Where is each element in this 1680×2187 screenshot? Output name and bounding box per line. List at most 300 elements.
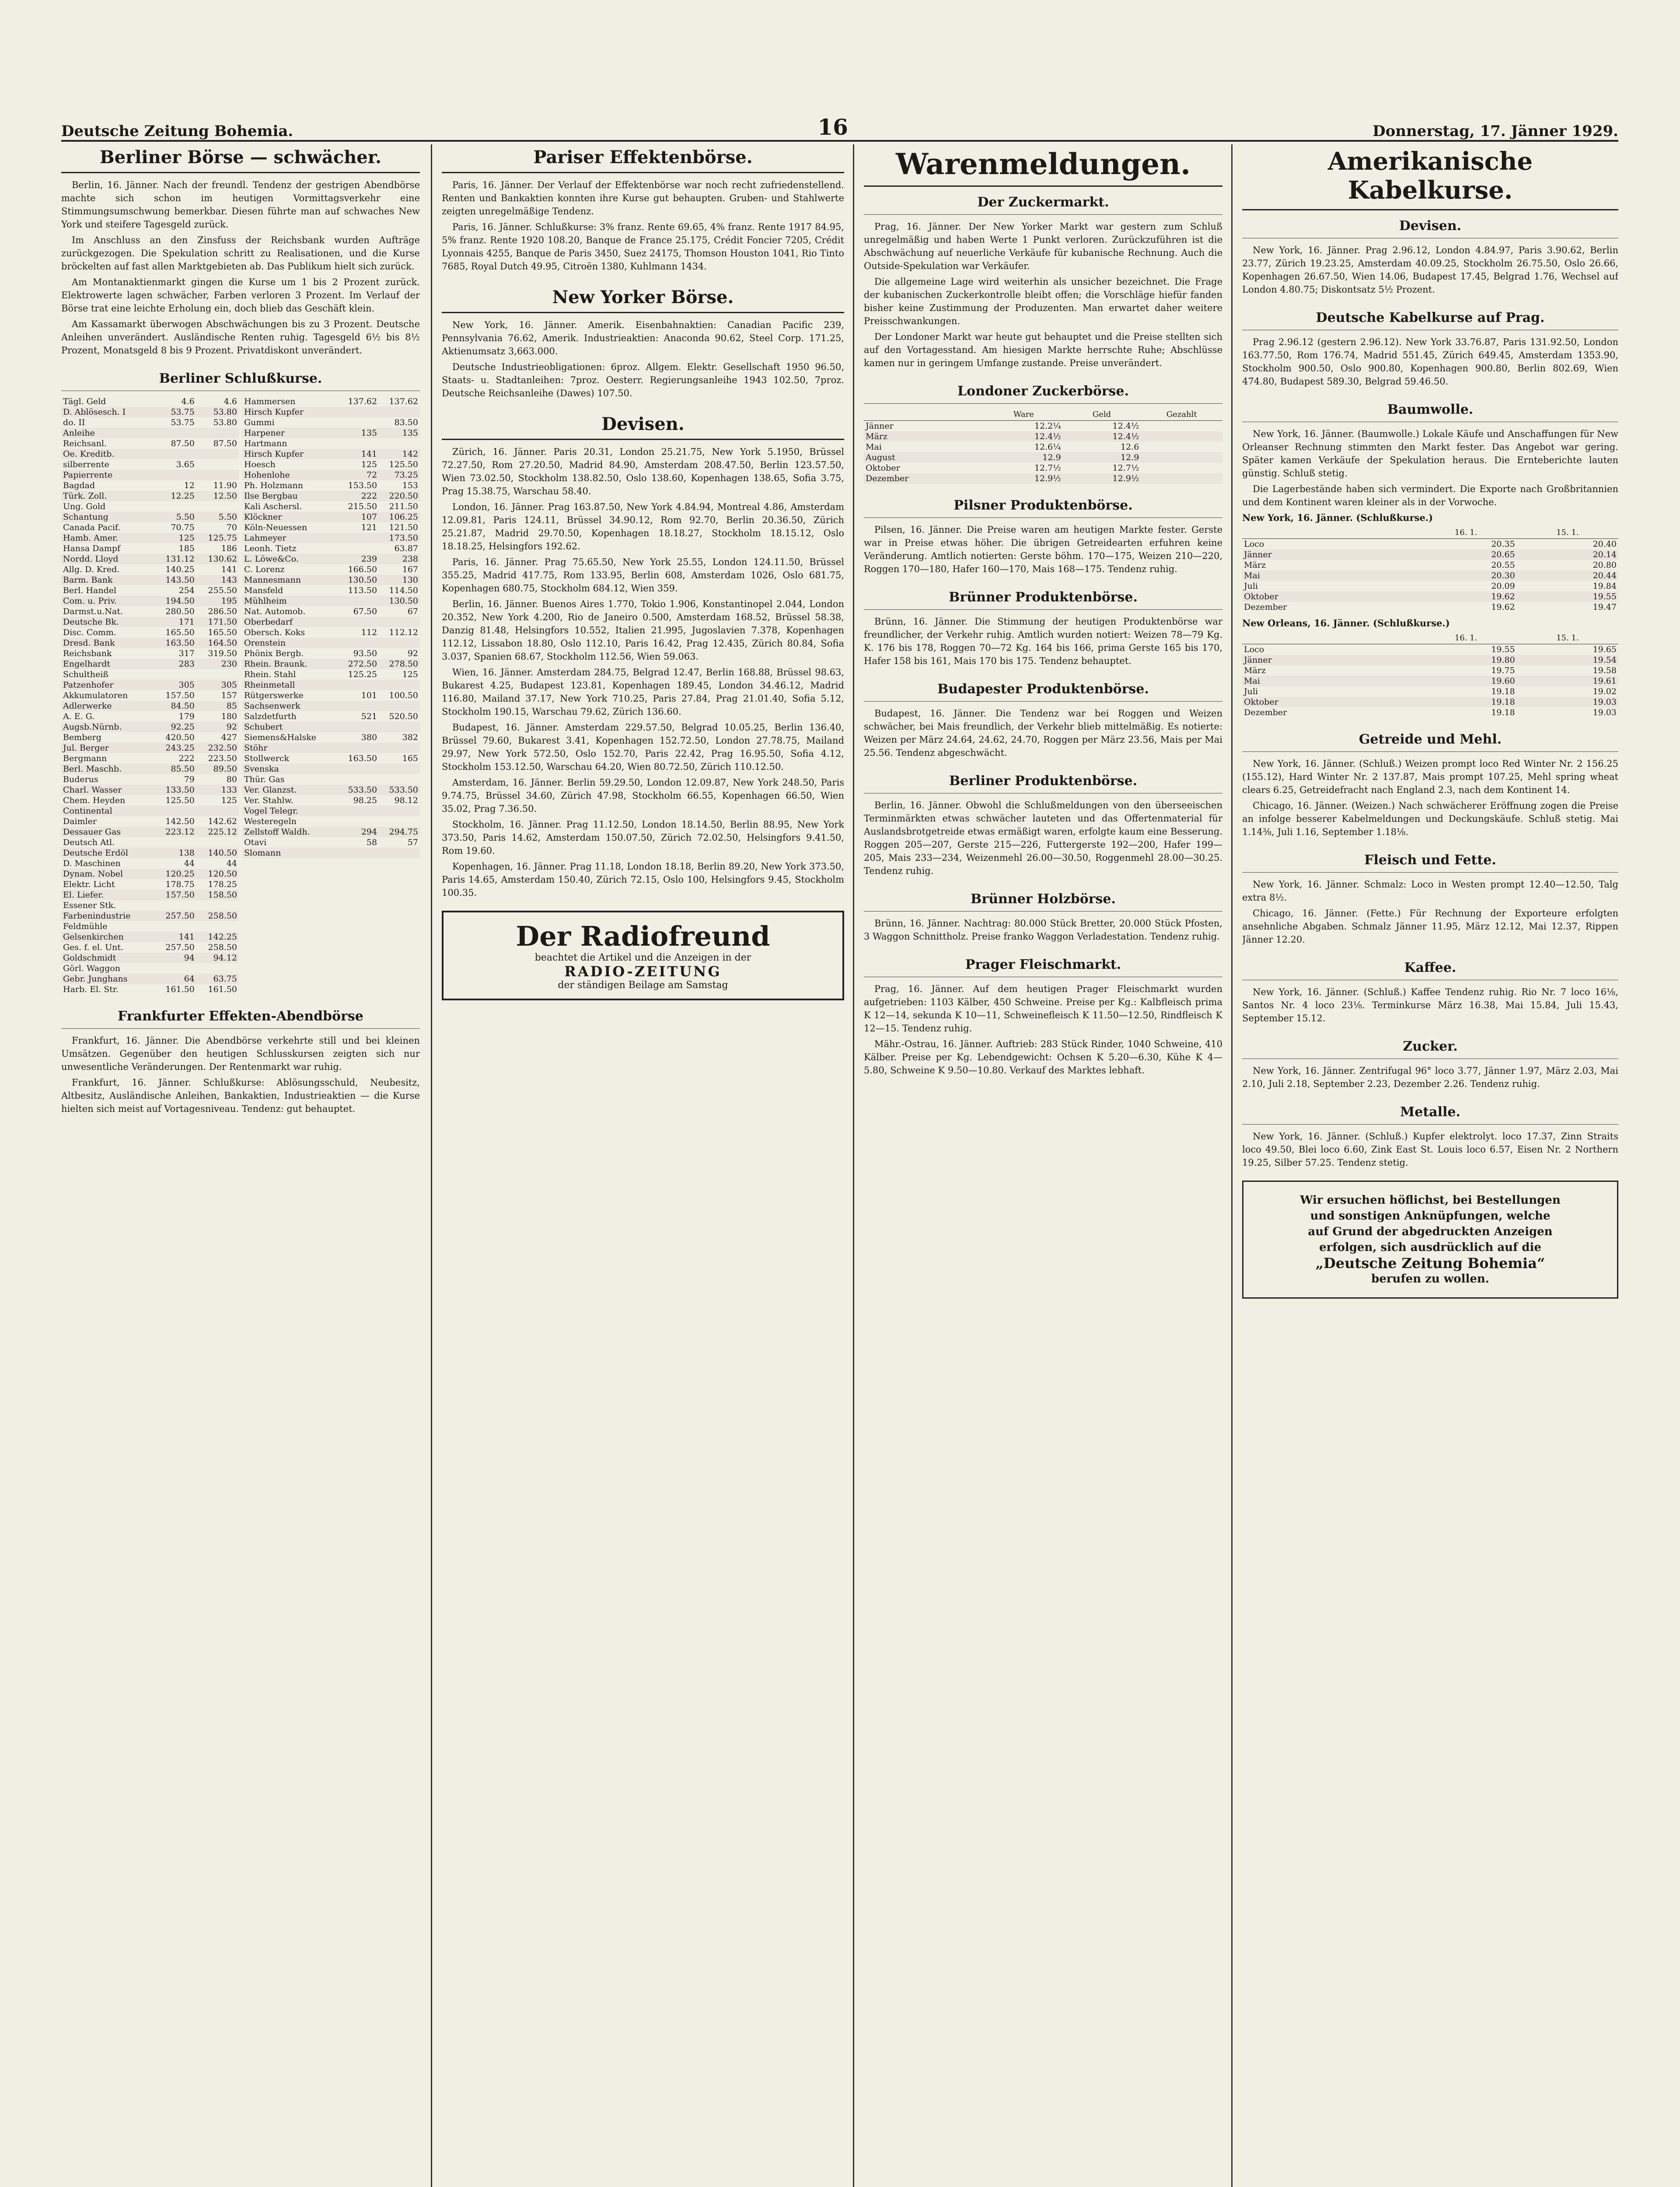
value-cell: 20.40 — [1593, 539, 1617, 549]
row-label-cell: Slomann — [244, 848, 281, 858]
value-cell — [154, 837, 196, 848]
row-label-cell: Ver. Glanzst. — [244, 785, 297, 795]
row-label-cell: Continental — [63, 806, 112, 816]
value-cell — [154, 669, 196, 680]
article-paragraph: Am Montanaktienmarkt gingen die Kurse um 1 bis 2 Prozent zurück. Elektrowerte lagen schwächer, Farben verloren 3 Prozent. Im Verlauf der Börse trat eine leichte Erholung ein, doch blieb das Geschäft klein. — [61, 277, 420, 314]
row-label-cell: März — [1244, 666, 1266, 675]
value-cell: 195 — [221, 596, 237, 606]
value-cell: 125.50 — [389, 460, 418, 469]
row-label-cell: A. E. G. — [63, 712, 95, 721]
table-row — [61, 606, 239, 617]
table-row — [242, 449, 420, 459]
value-cell — [379, 816, 420, 827]
metalle-title: Metalle. — [1242, 1102, 1618, 1125]
row-label-cell: Hirsch Kupfer — [244, 449, 304, 459]
article-paragraph: Berlin, 16. Jänner. Nach der freundl. Tendenz der gestrigen Abendbörse machte sich schon im heutigen Vormittagsverkehr eine Stimmungsumschwung bemerkbar. Diesen führte man auf schwaches New York und steifere Tagesgeld zurück. — [61, 180, 420, 230]
paris-title: Pariser Effektenbörse. — [442, 144, 844, 173]
value-cell: 12.2¼ — [1034, 421, 1061, 431]
value-cell: 107 — [361, 512, 377, 522]
table-row — [61, 575, 239, 585]
article-paragraph: Paris, 16. Jänner. Prag 75.65.50, New York 25.55, London 124.11.50, Brüssel 355.25, Madrid 417.75, Rom 133.95, Berlin 608, Amsterdam 1026, Oslo 681.75, Kopenhagen 680.75, Stockholm 684.12, Wien 359. — [442, 557, 844, 594]
table-caption: New York, 16. Jänner. (Schlußkurse.) — [1242, 512, 1433, 523]
table-row — [242, 743, 420, 753]
article-paragraph: Frankfurt, 16. Jänner. Die Abendbörse verkehrte still und bei kleinen Umsätzen. Gegenüber den heutigen Schlusskursen zeigten sich nur unwesentliche Veränderungen. Der Rentenmarkt war ruhig. — [61, 1035, 420, 1072]
value-cell: 19.18 — [1491, 708, 1515, 717]
row-label-cell: Bemberg — [63, 733, 101, 742]
table-row — [61, 669, 239, 680]
row-label-cell: Goldschmidt — [63, 953, 116, 963]
value-cell: 283 — [178, 659, 195, 669]
table-row — [61, 743, 239, 753]
row-label-cell: Jänner — [1244, 655, 1272, 665]
table-row — [61, 554, 239, 564]
table-row — [61, 659, 239, 669]
value-cell: 125.50 — [165, 796, 195, 805]
value-cell: 142.62 — [208, 817, 237, 826]
value-cell: 20.14 — [1593, 550, 1617, 559]
value-cell: 12.4½ — [1112, 421, 1139, 431]
row-label-cell: Dresd. Bank — [63, 638, 115, 648]
fleisch-fette-section — [1242, 850, 1618, 946]
value-cell — [338, 774, 379, 785]
value-cell — [154, 428, 196, 438]
table-row — [242, 795, 420, 806]
value-cell: 12.6 — [1120, 442, 1139, 452]
value-cell: 258.50 — [208, 911, 237, 921]
article-paragraph: New York, 16. Jänner. Schmalz: Loco in Westen prompt 12.40—12.50, Talg extra 8½. — [1242, 879, 1618, 903]
value-cell: 12.9 — [1120, 453, 1139, 462]
row-label-cell: Orenstein — [244, 638, 286, 648]
row-label-cell: Jul. Berger — [63, 743, 109, 753]
value-cell: 19.02 — [1593, 687, 1617, 696]
column-divider — [853, 144, 854, 2187]
article-paragraph: Brünn, 16. Jänner. Die Stimmung der heutigen Produktenbörse war freundlicher, der Verkehr ruhig. Amtlich wurden notiert: Weizen 78—79 Kg. K. 176 bis 178, Roggen 70—72 Kg. 164 bis 166, prima Gerste 165 bis 170, Hafer 158 bis 161, Mais 170 bis 175. Tendenz behauptet. — [864, 616, 1222, 666]
kabel-prag-section — [1242, 307, 1618, 388]
row-label-cell: Canada Pacif. — [63, 523, 121, 532]
table-row — [61, 627, 239, 638]
row-label-cell: Deutsche Bk. — [63, 617, 119, 627]
value-cell: 87.50 — [213, 439, 237, 448]
row-label-cell: Juli — [1244, 581, 1258, 591]
value-cell: 5.50 — [218, 512, 237, 522]
value-cell: 143 — [221, 575, 237, 585]
value-cell: 258.50 — [208, 943, 237, 952]
article-paragraph: New York, 16. Jänner. Amerik. Eisenbahnaktien: Canadian Pacific 239, Pennsylvania 76.62, Amerik. Industrieaktien: Anaconda 90.62, Steel Corp. 171.25, Aktienumsatz 3,663.000. — [442, 320, 844, 356]
row-label-cell: Deutsch Atl. — [63, 838, 115, 847]
row-label-cell: Reichsanl. — [63, 439, 107, 448]
row-label-cell: Kali Aschersl. — [244, 502, 302, 511]
value-cell — [196, 470, 239, 480]
value-cell: 19.58 — [1593, 666, 1617, 675]
value-cell — [154, 501, 196, 512]
value-cell: 223.50 — [208, 754, 237, 763]
value-cell: 4.6 — [224, 397, 237, 406]
table-row — [1242, 655, 1618, 665]
table-header-cell: 15. 1. — [1517, 632, 1618, 644]
value-cell: 294.75 — [389, 827, 418, 837]
table-row — [61, 690, 239, 701]
notice-line: „Deutsche Zeitung Bohemia“ — [1315, 1255, 1545, 1272]
value-cell: 317 — [178, 649, 195, 658]
table-row — [242, 564, 420, 575]
article-paragraph: Berlin, 16. Jänner. Buenos Aires 1.770, Tokio 1.906, Konstantinopel 2.044, London 20.352, New York 4.200, Rio de Janeiro 0.500, Amsterdam 168.52, Brüssel 58.38, Danzig 81.48, Helsingfors 10.552, Italien 21.995, Jugoslavien 7.378, Kopenhagen 112.12, Lissabon 18.80, Oslo 112.10, Paris 16.42, Prag 12.435, Zürich 80.84, Sofia 3.037, Spanien 68.67, Stockholm 112.56, Wien 59.063. — [442, 599, 844, 662]
row-label-cell: Köln-Neuessen — [244, 523, 307, 532]
pilsen-title: Pilsner Produktenbörse. — [864, 495, 1222, 518]
value-cell: 222 — [361, 491, 377, 501]
row-label-cell: Darmst.u.Nat. — [63, 607, 123, 616]
frankfurt-section — [61, 1006, 420, 1115]
value-cell: 12.50 — [213, 491, 237, 501]
row-label-cell: März — [1244, 560, 1266, 570]
value-cell: 211.50 — [389, 502, 418, 511]
value-cell: 215.50 — [348, 502, 377, 511]
value-cell — [338, 417, 379, 428]
schlusskurse-table-left — [61, 396, 239, 995]
table-row — [61, 785, 239, 795]
value-cell: 137.62 — [348, 397, 377, 406]
value-cell: 223.12 — [165, 827, 195, 837]
table-row — [61, 470, 239, 480]
row-label-cell: Zellstoff Waldh. — [244, 827, 310, 837]
table-row — [61, 953, 239, 963]
table-row — [1242, 570, 1618, 581]
value-cell: 142.50 — [165, 817, 195, 826]
row-label-cell: Ilse Bergbau — [244, 491, 298, 501]
value-cell: 135 — [361, 428, 377, 438]
notice-line: Wir ersuchen höflichst, bei Bestellungen — [1300, 1194, 1561, 1207]
ad-title: Der Radiofreund — [516, 920, 770, 952]
row-label-cell: Leonh. Tietz — [244, 544, 297, 553]
london-zucker-table — [864, 409, 1222, 484]
table-row — [242, 533, 420, 543]
baumwolle-newyork-table — [1242, 527, 1618, 612]
row-label-cell: Hansa Dampf — [63, 544, 121, 553]
article-paragraph: Chicago, 16. Jänner. (Weizen.) Nach schwächerer Eröffnung zogen die Preise an infolge besserer Kabelmeldungen und Deckungskäufe. Schluß stetig. Mai 1.14⅜, Juli 1.16, September 1.18⅛. — [1242, 800, 1618, 837]
value-cell: 185 — [178, 544, 195, 553]
row-label-cell: silberrente — [63, 460, 109, 469]
value-cell: 121 — [361, 523, 377, 532]
table-row — [242, 669, 420, 680]
table-row — [1242, 539, 1618, 550]
table-header-row — [1242, 527, 1618, 539]
value-cell: 20.55 — [1491, 560, 1515, 570]
schlusskurse-title: Berliner Schlußkurse. — [61, 368, 420, 391]
table-row — [61, 711, 239, 722]
article-paragraph: New York, 16. Jänner. (Baumwolle.) Lokale Käufe und Anschaffungen für New Orleanser Rechnung stimmten den Markt fester. Das Angebot war gering. Später kamen Verkäufe der Spekulation heraus. Die Ernteberichte lauten günstig. Schluß stetig. — [1242, 429, 1618, 479]
value-cell — [338, 533, 379, 543]
row-label-cell: Thür. Gas — [244, 775, 285, 784]
table-row — [61, 480, 239, 491]
table-row — [1242, 591, 1618, 602]
row-label-cell: Bagdad — [63, 481, 95, 490]
table-row — [242, 732, 420, 743]
value-cell — [154, 806, 196, 816]
value-cell: 533.50 — [389, 785, 418, 795]
value-cell: 125 — [361, 460, 377, 469]
row-label-cell: Salzdetfurth — [244, 712, 297, 721]
table-row — [864, 442, 1222, 452]
article-paragraph: New York, 16. Jänner. (Schluß.) Kaffee Tendenz ruhig. Rio Nr. 7 loco 16⅛, Santos Nr. 4 loco 23⅛. Terminkurse März 16.38, Mai 15.84, Juli 15.43, September 15.12. — [1242, 987, 1618, 1024]
newyork-section — [442, 284, 844, 400]
table-row — [242, 396, 420, 407]
row-label-cell: Sachsenwerk — [244, 701, 300, 711]
value-cell — [196, 459, 239, 470]
row-label-cell: Oktober — [1244, 697, 1278, 707]
kabel-devisen-title: Devisen. — [1242, 216, 1618, 238]
table-row — [61, 722, 239, 732]
table-row — [61, 417, 239, 428]
value-cell: 158.50 — [208, 890, 237, 900]
value-cell — [196, 921, 239, 932]
table-row — [864, 431, 1222, 442]
table-row — [242, 711, 420, 722]
table-row — [242, 701, 420, 711]
article-paragraph: Amsterdam, 16. Jänner. Berlin 59.29.50, London 12.09.87, New York 248.50, Paris 9.74.75, Brüssel 34.60, Zürich 47.98, Stockholm 66.55, Kopenhagen 66.50, Wien 35.02, Prag 7.36.50. — [442, 777, 844, 814]
column-4 — [1242, 144, 1618, 2187]
value-cell: 98.12 — [394, 796, 418, 805]
value-cell: 121.50 — [389, 523, 418, 532]
value-cell: 20.65 — [1491, 550, 1515, 559]
row-label-cell: Ver. Stahlw. — [244, 796, 293, 805]
row-label-cell: Otavi — [244, 838, 267, 847]
value-cell: 84.50 — [171, 701, 195, 711]
fleischmarkt-title: Prager Fleischmarkt. — [864, 954, 1222, 977]
table-row — [242, 522, 420, 533]
berliner-schlusskurse-section — [61, 368, 420, 995]
value-cell: 161.50 — [165, 985, 195, 994]
value-cell: 67 — [407, 607, 418, 616]
table-row — [242, 690, 420, 701]
table-header-cell: 16. 1. — [1415, 527, 1516, 539]
table-row — [1242, 581, 1618, 591]
table-row — [242, 627, 420, 638]
row-label-cell: Hoesch — [244, 460, 276, 469]
devisen-section — [442, 411, 844, 899]
value-cell: 161.50 — [208, 985, 237, 994]
value-cell: 130.50 — [348, 575, 377, 585]
table-row — [61, 984, 239, 995]
value-cell: 19.60 — [1491, 676, 1515, 686]
table-row — [242, 722, 420, 732]
value-cell — [379, 438, 420, 449]
row-label-cell: Daimler — [63, 817, 97, 826]
pilsen-section — [864, 495, 1222, 576]
value-cell: 173.50 — [389, 533, 418, 543]
row-label-cell: Barm. Bank — [63, 575, 113, 585]
table-row — [61, 533, 239, 543]
row-label-cell: Charl. Wasser — [63, 785, 122, 795]
value-cell — [379, 638, 420, 648]
value-cell: 165.50 — [208, 628, 237, 637]
kabel-prag-title: Deutsche Kabelkurse auf Prag. — [1242, 307, 1618, 330]
fleisch-fette-title: Fleisch und Fette. — [1242, 850, 1618, 873]
header-page-number: 16 — [817, 114, 848, 140]
column-divider — [1231, 144, 1233, 2187]
row-label-cell: Görl. Waggon — [63, 964, 121, 973]
row-label-cell: Lahmeyer — [244, 533, 286, 543]
value-cell: 63.87 — [394, 544, 418, 553]
value-cell: 135 — [402, 428, 418, 438]
getreide-title: Getreide und Mehl. — [1242, 729, 1618, 752]
budapest-section — [864, 679, 1222, 759]
table-row — [1242, 644, 1618, 655]
row-label-cell: Nordd. Lloyd — [63, 554, 119, 564]
value-cell: 254 — [178, 586, 195, 595]
article-paragraph: Die Lagerbestände haben sich vermindert. Die Exporte nach Großbritannien und dem Kontinent waren kleiner als in der Vorwoche. — [1242, 484, 1618, 507]
table-row — [61, 449, 239, 459]
value-cell: 112.12 — [389, 628, 418, 637]
article-paragraph: Frankfurt, 16. Jänner. Schlußkurse: Ablösungsschuld, Neubesitz, Altbesitz, Ausländische Anleihen, Bankaktien, Industrieaktien — die Kurse hielten sich meist auf Vortagesniveau. Tendenz: gut behauptet. — [61, 1077, 420, 1114]
value-cell: 72 — [366, 470, 377, 480]
value-cell — [338, 722, 379, 732]
notice-line: auf Grund der abgedruckten Anzeigen — [1308, 1225, 1553, 1238]
value-cell: 19.62 — [1491, 592, 1515, 601]
value-cell: 294 — [361, 827, 377, 837]
row-label-cell: Mühlheim — [244, 596, 287, 606]
value-cell: 180 — [221, 712, 237, 721]
row-label-cell: Jänner — [1244, 550, 1272, 559]
value-cell: 179 — [178, 712, 195, 721]
value-cell: 92 — [226, 722, 237, 732]
value-cell — [338, 764, 379, 774]
header-paper-name: Deutsche Zeitung Bohemia. — [61, 122, 293, 140]
row-label-cell: Anleihe — [63, 428, 95, 438]
value-cell — [196, 428, 239, 438]
row-label-cell: Oberbedarf — [244, 617, 293, 627]
row-label-cell: Reichsbank — [63, 649, 112, 658]
table-row — [61, 459, 239, 470]
article-paragraph: Paris, 16. Jänner. Schlußkurse: 3% franz. Rente 69.65, 4% franz. Rente 1917 84.95, 5% franz. Rente 1920 108.20, Banque de France 25.175, Crédit Foncier 7205, Crédit Lyonnais 4255, Banque de Paris 3450, Suez 24175, Thomson Houston 1041, Rio Tinto 7685, Royal Dutch 49.95, Citroën 1380, Kuhlmann 1434. — [442, 222, 844, 272]
value-cell: 12.7½ — [1112, 463, 1139, 473]
article-paragraph: Kopenhagen, 16. Jänner. Prag 11.18, London 18.18, Berlin 89.20, New York 373.50, Paris 14.65, Amsterdam 150.40, Zürich 72.15, Oslo 100, Helsingfors 9.45, Stockholm 100.35. — [442, 861, 844, 898]
table-row — [242, 491, 420, 501]
table-row — [242, 417, 420, 428]
row-label-cell: Stöhr — [244, 743, 268, 753]
value-cell: 12.4½ — [1112, 432, 1139, 441]
article-paragraph: Berlin, 16. Jänner. Obwohl die Schlußmeldungen von den überseeischen Terminmärkten etwas schwächer lauteten und das Offertenmaterial für Auslandsbrotgetreide etwas ermäßigt waren, erfolgte kaum eine Besserung. Roggen 205—207, Gerste 215—226, Futtergerste 192—200, Hafer 199—205, Mais 233—234, Weizenmehl 26.00—30.50, Roggenmehl 28.00—30.25. Tendenz ruhig. — [864, 800, 1222, 876]
london-zucker-title: Londoner Zuckerbörse. — [864, 381, 1222, 404]
baumwolle-section — [1242, 399, 1618, 718]
value-cell: 20.09 — [1491, 581, 1515, 591]
row-label-cell: Rhein. Braunk. — [244, 659, 307, 669]
kabel-devisen-section — [1242, 216, 1618, 296]
value-cell: 94 — [184, 953, 195, 963]
table-row — [242, 837, 420, 848]
article-paragraph: Zürich, 16. Jänner. Paris 20.31, London 25.21.75, New York 5.1950, Brüssel 72.27.50, Rom 27.20.50, Madrid 84.90, Amsterdam 208.47.50, Berlin 123.57.50, Wien 73.02.50, Stockholm 138.82.50, Oslo 138.60, Kopenhagen 138.65, Sofia 3.75, Prag 15.38.75, Warschau 58.40. — [442, 447, 844, 496]
baumwolle-title: Baumwolle. — [1242, 399, 1618, 422]
row-label-cell: Loco — [1244, 539, 1264, 549]
value-cell — [1141, 421, 1222, 432]
value-cell — [154, 449, 196, 459]
table-row — [61, 774, 239, 785]
row-label-cell: Gelsenkirchen — [63, 932, 124, 942]
table-row — [1242, 676, 1618, 686]
table-row — [61, 942, 239, 953]
row-label-cell: Dezember — [1244, 708, 1287, 717]
value-cell: 130.50 — [389, 596, 418, 606]
row-label-cell: Mai — [866, 442, 882, 452]
ad-line: beachtet die Artikel und die Anzeigen in der — [534, 952, 751, 963]
value-cell: 125 — [402, 670, 418, 679]
article-paragraph: Deutsche Industrieobligationen: 6proz. Allgem. Elektr. Gesellschaft 1950 96.50, Staats- u. Stadtanleihen: 7proz. Oesterr. Regierungsanleihe 1943 102.50, 7proz. Deutsche Reichsanleihe (Dawes) 107.50. — [442, 362, 844, 398]
value-cell: 12.9½ — [1034, 474, 1061, 483]
value-cell: 87.50 — [171, 439, 195, 448]
table-row — [864, 473, 1222, 484]
berlin-produkten-title: Berliner Produktenbörse. — [864, 771, 1222, 793]
table-row — [242, 659, 420, 669]
value-cell: 141 — [221, 565, 237, 574]
value-cell — [338, 848, 379, 858]
table-row — [242, 764, 420, 774]
table-header-row — [864, 409, 1222, 421]
value-cell — [154, 470, 196, 480]
value-cell: 19.62 — [1491, 602, 1515, 612]
value-cell: 106.25 — [389, 512, 418, 522]
table-header-cell: 15. 1. — [1517, 527, 1618, 539]
row-label-cell: Türk. Zoll. — [63, 491, 107, 501]
value-cell: 100.50 — [389, 691, 418, 700]
value-cell — [196, 900, 239, 911]
header-date: Donnerstag, 17. Jänner 1929. — [1373, 122, 1618, 140]
row-label-cell: Adlerwerke — [63, 701, 112, 711]
kaffee-title: Kaffee. — [1242, 957, 1618, 980]
table-row — [1242, 707, 1618, 718]
value-cell: 12 — [184, 481, 195, 490]
value-cell: 125.75 — [208, 533, 237, 543]
table-header-cell: Ware — [985, 409, 1063, 421]
value-cell: 19.84 — [1593, 581, 1617, 591]
value-cell: 12.25 — [171, 491, 195, 501]
table-row — [61, 911, 239, 921]
devisen-title: Devisen. — [442, 411, 844, 440]
row-label-cell: Dezember — [866, 474, 909, 483]
table-row — [864, 463, 1222, 473]
value-cell: 130.62 — [208, 554, 237, 564]
paris-section — [442, 144, 844, 273]
row-label-cell: Feldmühle — [63, 922, 108, 931]
notice-line: berufen zu wollen. — [1371, 1272, 1489, 1286]
row-label-cell: Hammersen — [244, 397, 296, 406]
row-label-cell: Rhein. Stahl — [244, 670, 296, 679]
value-cell: 319.50 — [208, 649, 237, 658]
value-cell: 12.9 — [1042, 453, 1061, 462]
table-row — [242, 816, 420, 827]
value-cell: 305 — [178, 680, 195, 690]
metalle-section — [1242, 1102, 1618, 1169]
value-cell: 278.50 — [389, 659, 418, 669]
value-cell: 12.7½ — [1034, 463, 1061, 473]
table-row — [61, 764, 239, 774]
article-paragraph: New York, 16. Jänner. (Schluß.) Kupfer elektrolyt. loco 17.37, Zinn Straits loco 49.50, Blei loco 6.60, Zink East St. Louis loco 6.57, Eisen Nr. 2 Northern 19.25, Silber 57.25. Tendenz stetig. — [1242, 1131, 1618, 1168]
schlusskurse-table-right — [242, 396, 420, 858]
value-cell: 230 — [221, 659, 237, 669]
table-row — [242, 680, 420, 690]
value-cell: 12.4½ — [1034, 432, 1061, 441]
table-row — [61, 921, 239, 932]
value-cell — [1141, 452, 1222, 463]
row-label-cell: Stollwerck — [244, 754, 289, 763]
value-cell: 143.50 — [165, 575, 195, 585]
table-row — [61, 837, 239, 848]
value-cell — [379, 701, 420, 711]
row-label-cell: L. Löwe&Co. — [244, 554, 299, 564]
row-label-cell: Jänner — [866, 421, 894, 431]
value-cell — [379, 722, 420, 732]
article-paragraph: Mähr.-Ostrau, 16. Jänner. Auftrieb: 283 Stück Rinder, 1040 Schweine, 410 Kälber. Preise per Kg. Lebendgewicht: Ochsen K 5.20—6.30, Kühe K 4—5.80, Schweine K 9.50—10.80. Verkauf des Marktes lebhaft. — [864, 1039, 1222, 1076]
article-paragraph: Pilsen, 16. Jänner. Die Preise waren am heutigen Markte fester. Gerste war in Preise etwas höher. Die übrigen Getreidearten erfuhren keine Veränderung. Amtlich notierten: Gerste böhm. 170—175, Weizen 210—220, Roggen 170—180, Hafer 160—170, Mais 168—175. Tendenz ruhig. — [864, 524, 1222, 574]
bruenn-section — [864, 587, 1222, 667]
column-2 — [442, 144, 844, 2187]
